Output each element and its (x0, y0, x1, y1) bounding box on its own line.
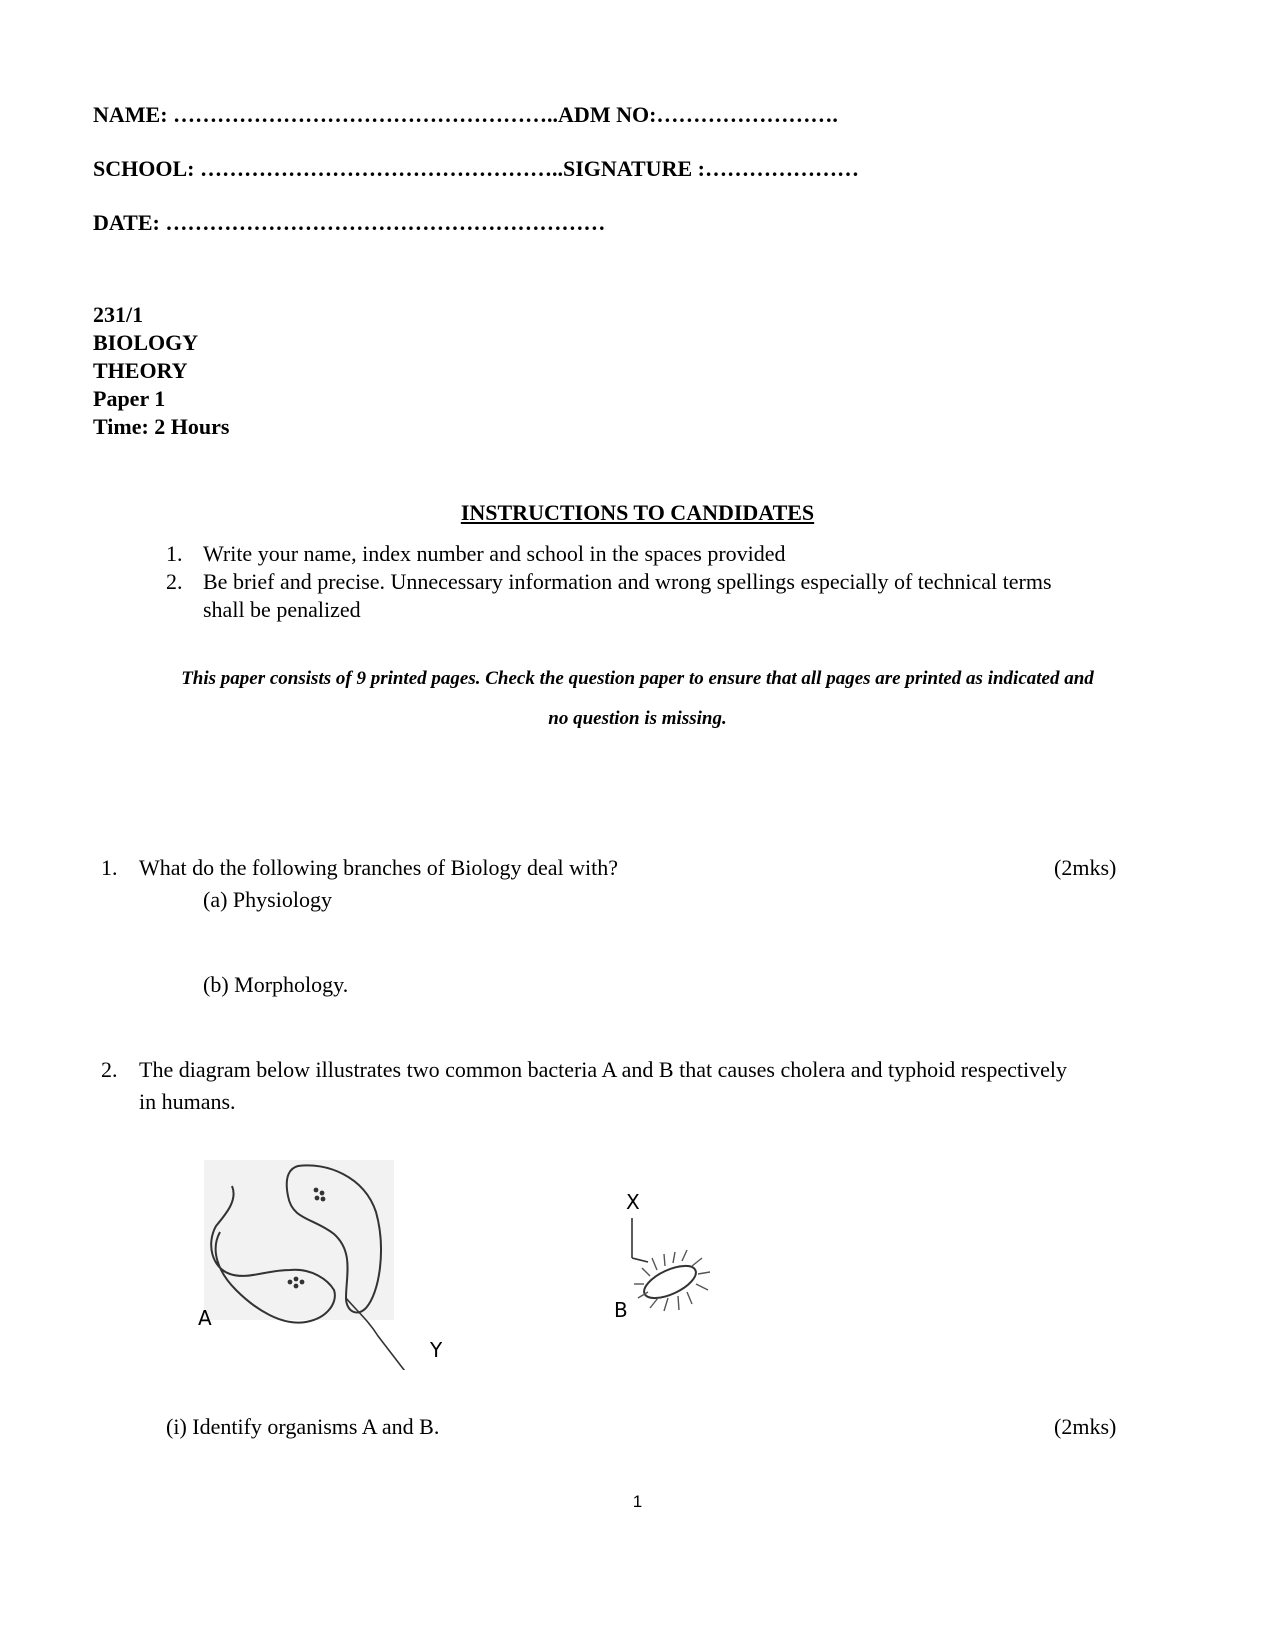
question-2-text-line2: in humans. (139, 1089, 236, 1114)
label-b: B (614, 1298, 628, 1322)
question-1-number: 1. (101, 855, 118, 880)
question-2-number: 2. (101, 1057, 118, 1082)
name-adm-line: NAME: ……………………………………………..ADM NO:……………………. (93, 102, 838, 127)
label-y: Y (430, 1338, 443, 1362)
rod-cell (640, 1259, 701, 1304)
granule (300, 1280, 305, 1285)
paper-type: THEORY (93, 358, 188, 383)
granule (315, 1196, 320, 1201)
granule (314, 1188, 319, 1193)
granule (320, 1191, 325, 1196)
granule (294, 1284, 299, 1289)
question-2i-marks: (2mks) (1054, 1414, 1117, 1439)
question-1-text: What do the following branches of Biology deal with? (139, 855, 618, 880)
paper-number: Paper 1 (93, 386, 166, 411)
granule (321, 1197, 326, 1202)
paper-time: Time: 2 Hours (93, 414, 230, 439)
instruction-1-text: Write your name, index number and school in the spaces provided (203, 541, 786, 566)
question-1-marks: (2mks) (1054, 855, 1117, 880)
label-x: X (626, 1190, 640, 1214)
flagella (634, 1250, 710, 1311)
bacterium-a-diagram (196, 1160, 456, 1370)
diagram-a-background (204, 1160, 394, 1320)
school-signature-line: SCHOOL: …………………………………………..SIGNATURE :………………… (93, 156, 859, 181)
question-2i-text: (i) Identify organisms A and B. (166, 1414, 440, 1439)
date-line: DATE: …………………………………………………… (93, 210, 606, 235)
instructions-title: INSTRUCTIONS TO CANDIDATES (460, 500, 815, 525)
pointer-x-tip (632, 1258, 648, 1262)
question-1a: (a) Physiology (203, 887, 332, 912)
pages-note-line1: This paper consists of 9 printed pages. Check the question paper to ensure that all pages are printed as indicated and (181, 668, 1094, 689)
bacterium-b-diagram (612, 1218, 722, 1328)
instruction-2-number: 2. (166, 569, 183, 594)
page-number: 1 (632, 1492, 643, 1511)
question-1b: (b) Morphology. (203, 972, 349, 997)
instruction-2-text-line2: shall be penalized (203, 597, 361, 622)
instruction-1-number: 1. (166, 541, 183, 566)
paper-code: 231/1 (93, 302, 144, 327)
label-a: A (198, 1306, 212, 1330)
pages-note-line2: no question is missing. (548, 708, 727, 729)
question-2-text-line1: The diagram below illustrates two common bacteria A and B that causes cholera and typhoid respectively (139, 1057, 1067, 1082)
granule (294, 1277, 299, 1282)
paper-subject: BIOLOGY (93, 330, 199, 355)
granule (288, 1280, 293, 1285)
instruction-2-text-line1: Be brief and precise. Unnecessary information and wrong spellings especially of technical terms (203, 569, 1052, 594)
